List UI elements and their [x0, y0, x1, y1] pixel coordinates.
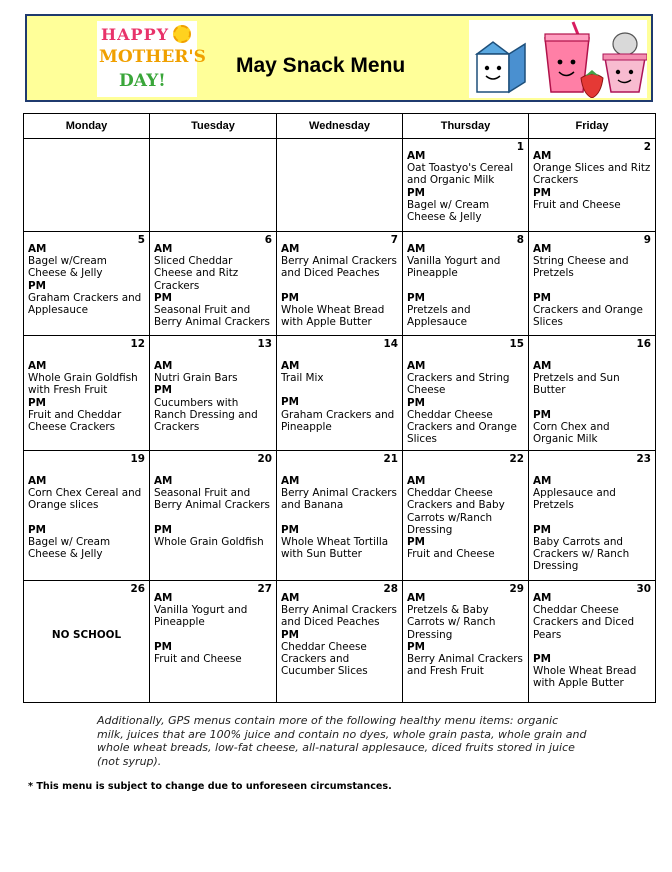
no-school-label: NO SCHOOL	[51, 629, 122, 641]
am-label: AM	[407, 475, 426, 487]
snack-illustration	[469, 20, 647, 98]
week-row	[24, 232, 656, 336]
am-snack: Berry Animal Crackers and Banana	[281, 487, 397, 512]
pm-label: PM	[154, 640, 172, 653]
am-snack: Berry Animal Crackers and Diced Peaches	[281, 255, 397, 280]
pm-snack: Crackers and Orange Slices	[533, 303, 643, 329]
am-label: AM	[154, 592, 173, 604]
header-banner	[25, 14, 653, 102]
pm-snack: Pretzels and Applesauce	[407, 303, 471, 329]
pm-snack: Fruit and Cheddar Cheese Crackers	[28, 408, 122, 434]
am-snack: Berry Animal Crackers and Diced Peaches	[281, 604, 397, 629]
pm-snack: Berry Animal Crackers and Fresh Fruit	[407, 653, 523, 678]
pm-snack: Graham Crackers and Pineapple	[281, 408, 395, 433]
pm-label: PM	[407, 396, 425, 409]
day-cell	[24, 451, 150, 581]
pm-snack: Whole Wheat Bread with Apple Butter	[281, 303, 385, 329]
pm-snack: Bagel w/ Cream Cheese & Jelly	[28, 535, 111, 561]
day-header: Wednesday	[277, 114, 403, 139]
snack-calendar	[23, 113, 656, 703]
date-number: 20	[257, 453, 272, 465]
date-number: 14	[383, 338, 398, 350]
pm-label: PM	[281, 291, 299, 304]
am-snack: Vanilla Yogurt and Pineapple	[407, 255, 501, 280]
day-header: Friday	[529, 114, 656, 139]
pm-label: PM	[533, 291, 551, 304]
logo-line-1: HAPPY	[101, 25, 170, 44]
logo-line-2: MOTHER'S	[99, 47, 206, 67]
pm-label: PM	[28, 279, 46, 292]
am-label: AM	[407, 150, 426, 162]
am-label: AM	[533, 592, 552, 604]
am-snack: Cheddar Cheese Crackers and Baby Carrots w/Ranch Dressing	[407, 487, 505, 536]
am-snack: Orange Slices and Ritz Crackers	[533, 162, 651, 187]
pm-label: PM	[281, 628, 299, 641]
day-cell	[150, 232, 277, 336]
yogurt-cup-icon	[603, 33, 647, 92]
am-label: AM	[28, 475, 47, 487]
pm-label: PM	[407, 186, 425, 199]
day-cell	[529, 451, 656, 581]
day-cell	[529, 336, 656, 451]
date-number: 15	[509, 338, 524, 350]
pm-snack: Corn Chex and Organic Milk	[533, 420, 610, 446]
pm-label: PM	[28, 396, 46, 409]
pm-label: PM	[28, 523, 46, 536]
pm-snack: Whole Wheat Bread with Apple Butter	[533, 665, 637, 690]
am-snack: Corn Chex Cereal and Orange slices	[28, 487, 142, 512]
date-number: 28	[383, 583, 398, 595]
weekday-header-row	[24, 114, 656, 139]
am-label: AM	[281, 475, 300, 487]
am-label: AM	[533, 243, 552, 255]
pm-snack: Whole Grain Goldfish	[154, 535, 264, 548]
day-cell	[277, 581, 403, 703]
day-cell	[277, 451, 403, 581]
am-label: AM	[28, 243, 47, 255]
pm-snack: Cucumbers with Ranch Dressing and Crackers	[154, 396, 258, 434]
am-label: AM	[533, 150, 552, 162]
day-header: Tuesday	[150, 114, 277, 139]
am-label: AM	[154, 243, 173, 255]
day-cell	[277, 336, 403, 451]
day-cell	[24, 336, 150, 451]
date-number: 9	[643, 234, 651, 246]
day-cell	[403, 581, 529, 703]
day-cell	[24, 232, 150, 336]
pm-label: PM	[407, 291, 425, 304]
pm-label: PM	[533, 523, 551, 536]
am-snack: Cheddar Cheese Crackers and Diced Pears	[533, 604, 635, 641]
day-cell	[150, 451, 277, 581]
pm-snack: Fruit and Cheese	[533, 198, 621, 211]
am-label: AM	[533, 475, 552, 487]
am-label: AM	[28, 360, 47, 372]
day-header: Monday	[24, 114, 150, 139]
disclaimer: * This menu is subject to change due to unforeseen circumstances.	[28, 781, 392, 792]
milk-carton-icon	[477, 42, 525, 92]
date-number: 7	[390, 234, 398, 246]
am-label: AM	[533, 360, 552, 372]
am-snack: Seasonal Fruit and Berry Animal Crackers	[154, 487, 270, 512]
pm-label: PM	[533, 652, 551, 665]
am-snack: Nutri Grain Bars	[154, 372, 238, 385]
mothers-day-logo	[97, 21, 206, 97]
am-snack: String Cheese and Pretzels	[533, 255, 629, 280]
am-snack: Applesauce and Pretzels	[533, 487, 616, 512]
am-snack: Crackers and String Cheese	[407, 372, 510, 397]
am-snack: Vanilla Yogurt and Pineapple	[154, 604, 248, 629]
pm-label: PM	[407, 640, 425, 653]
date-number: 12	[130, 338, 145, 350]
date-number: 29	[509, 583, 524, 595]
date-number: 6	[264, 234, 272, 246]
day-cell-empty	[277, 139, 403, 232]
week-row	[24, 139, 656, 232]
pm-label: PM	[533, 408, 551, 421]
day-cell	[529, 232, 656, 336]
week-row	[24, 451, 656, 581]
day-cell-empty	[150, 139, 277, 232]
date-number: 22	[509, 453, 524, 465]
pm-snack: Fruit and Cheese	[407, 548, 495, 561]
date-number: 1	[516, 141, 524, 153]
am-label: AM	[281, 360, 300, 372]
week-row	[24, 581, 656, 703]
date-number: 26	[130, 583, 145, 595]
day-cell	[403, 232, 529, 336]
am-snack: Pretzels & Baby Carrots w/ Ranch Dressing	[407, 604, 496, 641]
day-cell	[150, 581, 277, 703]
sun-icon	[173, 25, 191, 43]
date-number: 2	[643, 141, 651, 153]
day-header: Thursday	[403, 114, 529, 139]
am-snack: Oat Toastyo's Cereal and Organic Milk	[407, 162, 514, 187]
week-row	[24, 336, 656, 451]
pm-label: PM	[281, 523, 299, 536]
day-cell-closed	[24, 581, 150, 703]
am-snack: Pretzels and Sun Butter	[533, 372, 620, 397]
healthy-items-note: Additionally, GPS menus contain more of the following healthy menu items: organic milk, juices that are 100% juice and contain no dyes, whole grain pasta, whole grain and whole wheat breads, low-fat cheese, all-natural applesauce, diced fruits stored in juice (not syrup).	[97, 714, 587, 768]
pm-label: PM	[154, 523, 172, 536]
pm-snack: Baby Carrots and Crackers w/ Ranch Dressing	[533, 535, 630, 573]
day-cell	[277, 232, 403, 336]
day-cell	[403, 451, 529, 581]
date-number: 16	[636, 338, 651, 350]
date-number: 19	[130, 453, 145, 465]
am-label: AM	[281, 592, 300, 604]
logo-line-3: DAY!	[119, 71, 166, 91]
am-label: AM	[281, 243, 300, 255]
pm-snack: Graham Crackers and Applesauce	[28, 291, 142, 317]
date-number: 27	[257, 583, 272, 595]
day-cell	[529, 581, 656, 703]
day-cell	[403, 336, 529, 451]
am-snack: Whole Grain Goldfish with Fresh Fruit	[28, 372, 138, 397]
pm-snack: Fruit and Cheese	[154, 652, 242, 665]
pm-snack: Seasonal Fruit and Berry Animal Crackers	[154, 304, 270, 329]
am-label: AM	[154, 475, 173, 487]
date-number: 30	[636, 583, 651, 595]
am-label: AM	[407, 360, 426, 372]
pm-snack: Cheddar Cheese Crackers and Orange Slices	[407, 408, 517, 446]
date-number: 13	[257, 338, 272, 350]
am-snack: Sliced Cheddar Cheese and Ritz Crackers	[154, 255, 239, 292]
pm-label: PM	[407, 536, 425, 549]
am-label: AM	[154, 360, 173, 372]
pm-snack: Cheddar Cheese Crackers and Cucumber Slices	[281, 640, 368, 678]
pm-label: PM	[281, 396, 299, 409]
page-title: May Snack Menu	[236, 54, 406, 77]
date-number: 21	[383, 453, 398, 465]
am-label: AM	[407, 592, 426, 604]
day-cell	[403, 139, 529, 232]
day-cell-empty	[24, 139, 150, 232]
pm-snack: Whole Wheat Tortilla with Sun Butter	[281, 535, 389, 561]
day-cell	[529, 139, 656, 232]
date-number: 23	[636, 453, 651, 465]
am-snack: Bagel w/Cream Cheese & Jelly	[28, 255, 107, 280]
date-number: 5	[137, 234, 145, 246]
am-snack: Trail Mix	[281, 372, 324, 385]
pm-snack: Bagel w/ Cream Cheese & Jelly	[407, 198, 490, 224]
pm-label: PM	[154, 291, 172, 304]
pm-label: PM	[533, 186, 551, 199]
am-label: AM	[407, 243, 426, 255]
pm-label: PM	[154, 384, 172, 397]
date-number: 8	[516, 234, 524, 246]
day-cell	[150, 336, 277, 451]
